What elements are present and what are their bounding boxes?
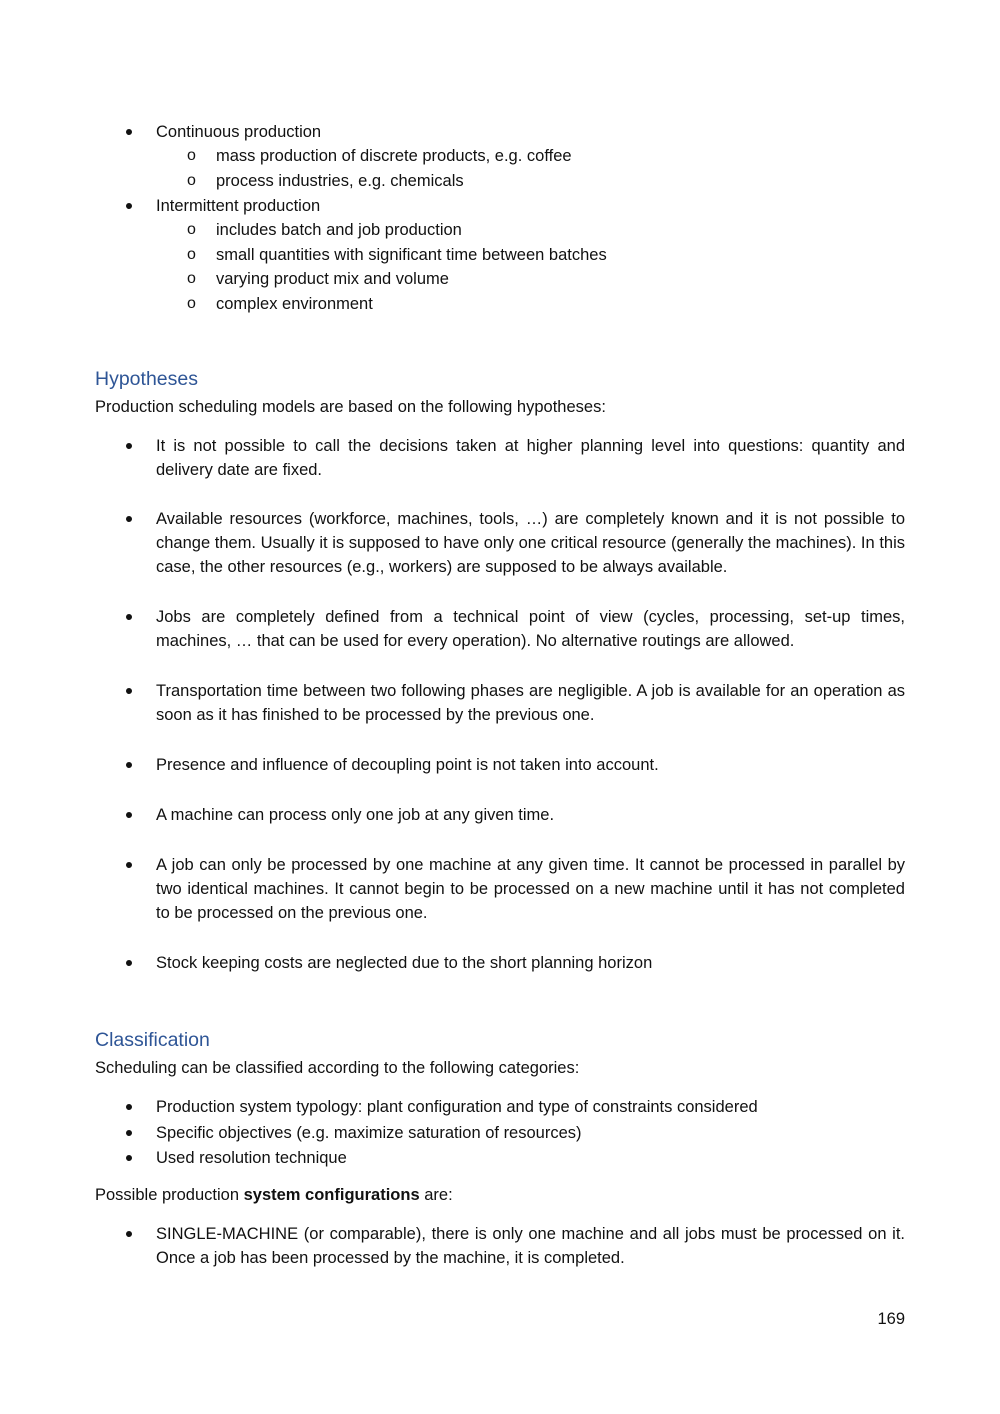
list-item xyxy=(95,120,905,193)
system-configurations-intro xyxy=(95,1183,905,1207)
sub-list-item: o mass production of discrete products, e.g. coffee xyxy=(95,144,905,169)
section-heading-hypotheses: Hypotheses xyxy=(95,368,198,390)
sub-list-item: o process industries, e.g. chemicals xyxy=(95,169,905,194)
list-item: Jobs are completely defined from a technical point of view (cycles, processing, set-up times, machines, … that can be used for every operation). No alternative routings are allowed. xyxy=(95,605,905,653)
list-item: Presence and influence of decoupling point is not taken into account. xyxy=(95,753,905,777)
hypotheses-intro: Production scheduling models are based on the following hypotheses: xyxy=(95,398,606,416)
hypotheses-list xyxy=(95,434,905,975)
list-item: Available resources (workforce, machines, tools, …) are completely known and it is not possible to change them. Usually it is supposed to have only one critical resource (generally the machines). In this case, the other resources (e.g., workers) are supposed to be always available. xyxy=(95,507,905,579)
list-item: Used resolution technique xyxy=(95,1146,905,1172)
list-item: A machine can process only one job at any given time. xyxy=(95,803,905,827)
list-item: Production system typology: plant configuration and type of constraints considered xyxy=(95,1095,905,1121)
list-item-label: Intermittent production xyxy=(156,197,321,215)
config-suffix: are: xyxy=(419,1186,453,1204)
sub-list-item: o complex environment xyxy=(95,292,905,317)
list-item: SINGLE-MACHINE (or comparable), there is only one machine and all jobs must be processed on it. Once a job has been processed by the machine, it is completed. xyxy=(95,1222,905,1270)
classification-list xyxy=(95,1095,905,1172)
config-bold: system configurations xyxy=(243,1186,420,1204)
system-configurations-list xyxy=(95,1222,905,1270)
sub-list-item: o includes batch and job production xyxy=(95,218,905,243)
production-types-list xyxy=(95,120,905,316)
classification-intro: Scheduling can be classified according to the following categories: xyxy=(95,1059,580,1077)
list-item: It is not possible to call the decisions taken at higher planning level into questions: quantity and delivery date are fixed. xyxy=(95,434,905,482)
list-item: Specific objectives (e.g. maximize saturation of resources) xyxy=(95,1121,905,1147)
sub-list-item: o small quantities with significant time between batches xyxy=(95,243,905,268)
list-item-label: Continuous production xyxy=(156,123,322,141)
config-prefix: Possible production xyxy=(95,1186,244,1204)
list-item: A job can only be processed by one machine at any given time. It cannot be processed in parallel by two identical machines. It cannot begin to be processed on a new machine until it has not completed to be processed on the previous one. xyxy=(95,853,905,925)
list-item: Transportation time between two following phases are negligible. A job is available for an operation as soon as it has finished to be processed by the previous one. xyxy=(95,679,905,727)
section-heading-classification: Classification xyxy=(95,1029,210,1051)
page-number: 169 xyxy=(877,1310,905,1328)
list-item: Stock keeping costs are neglected due to the short planning horizon xyxy=(95,951,905,975)
list-item xyxy=(95,194,905,316)
sub-list-item: o varying product mix and volume xyxy=(95,267,905,292)
